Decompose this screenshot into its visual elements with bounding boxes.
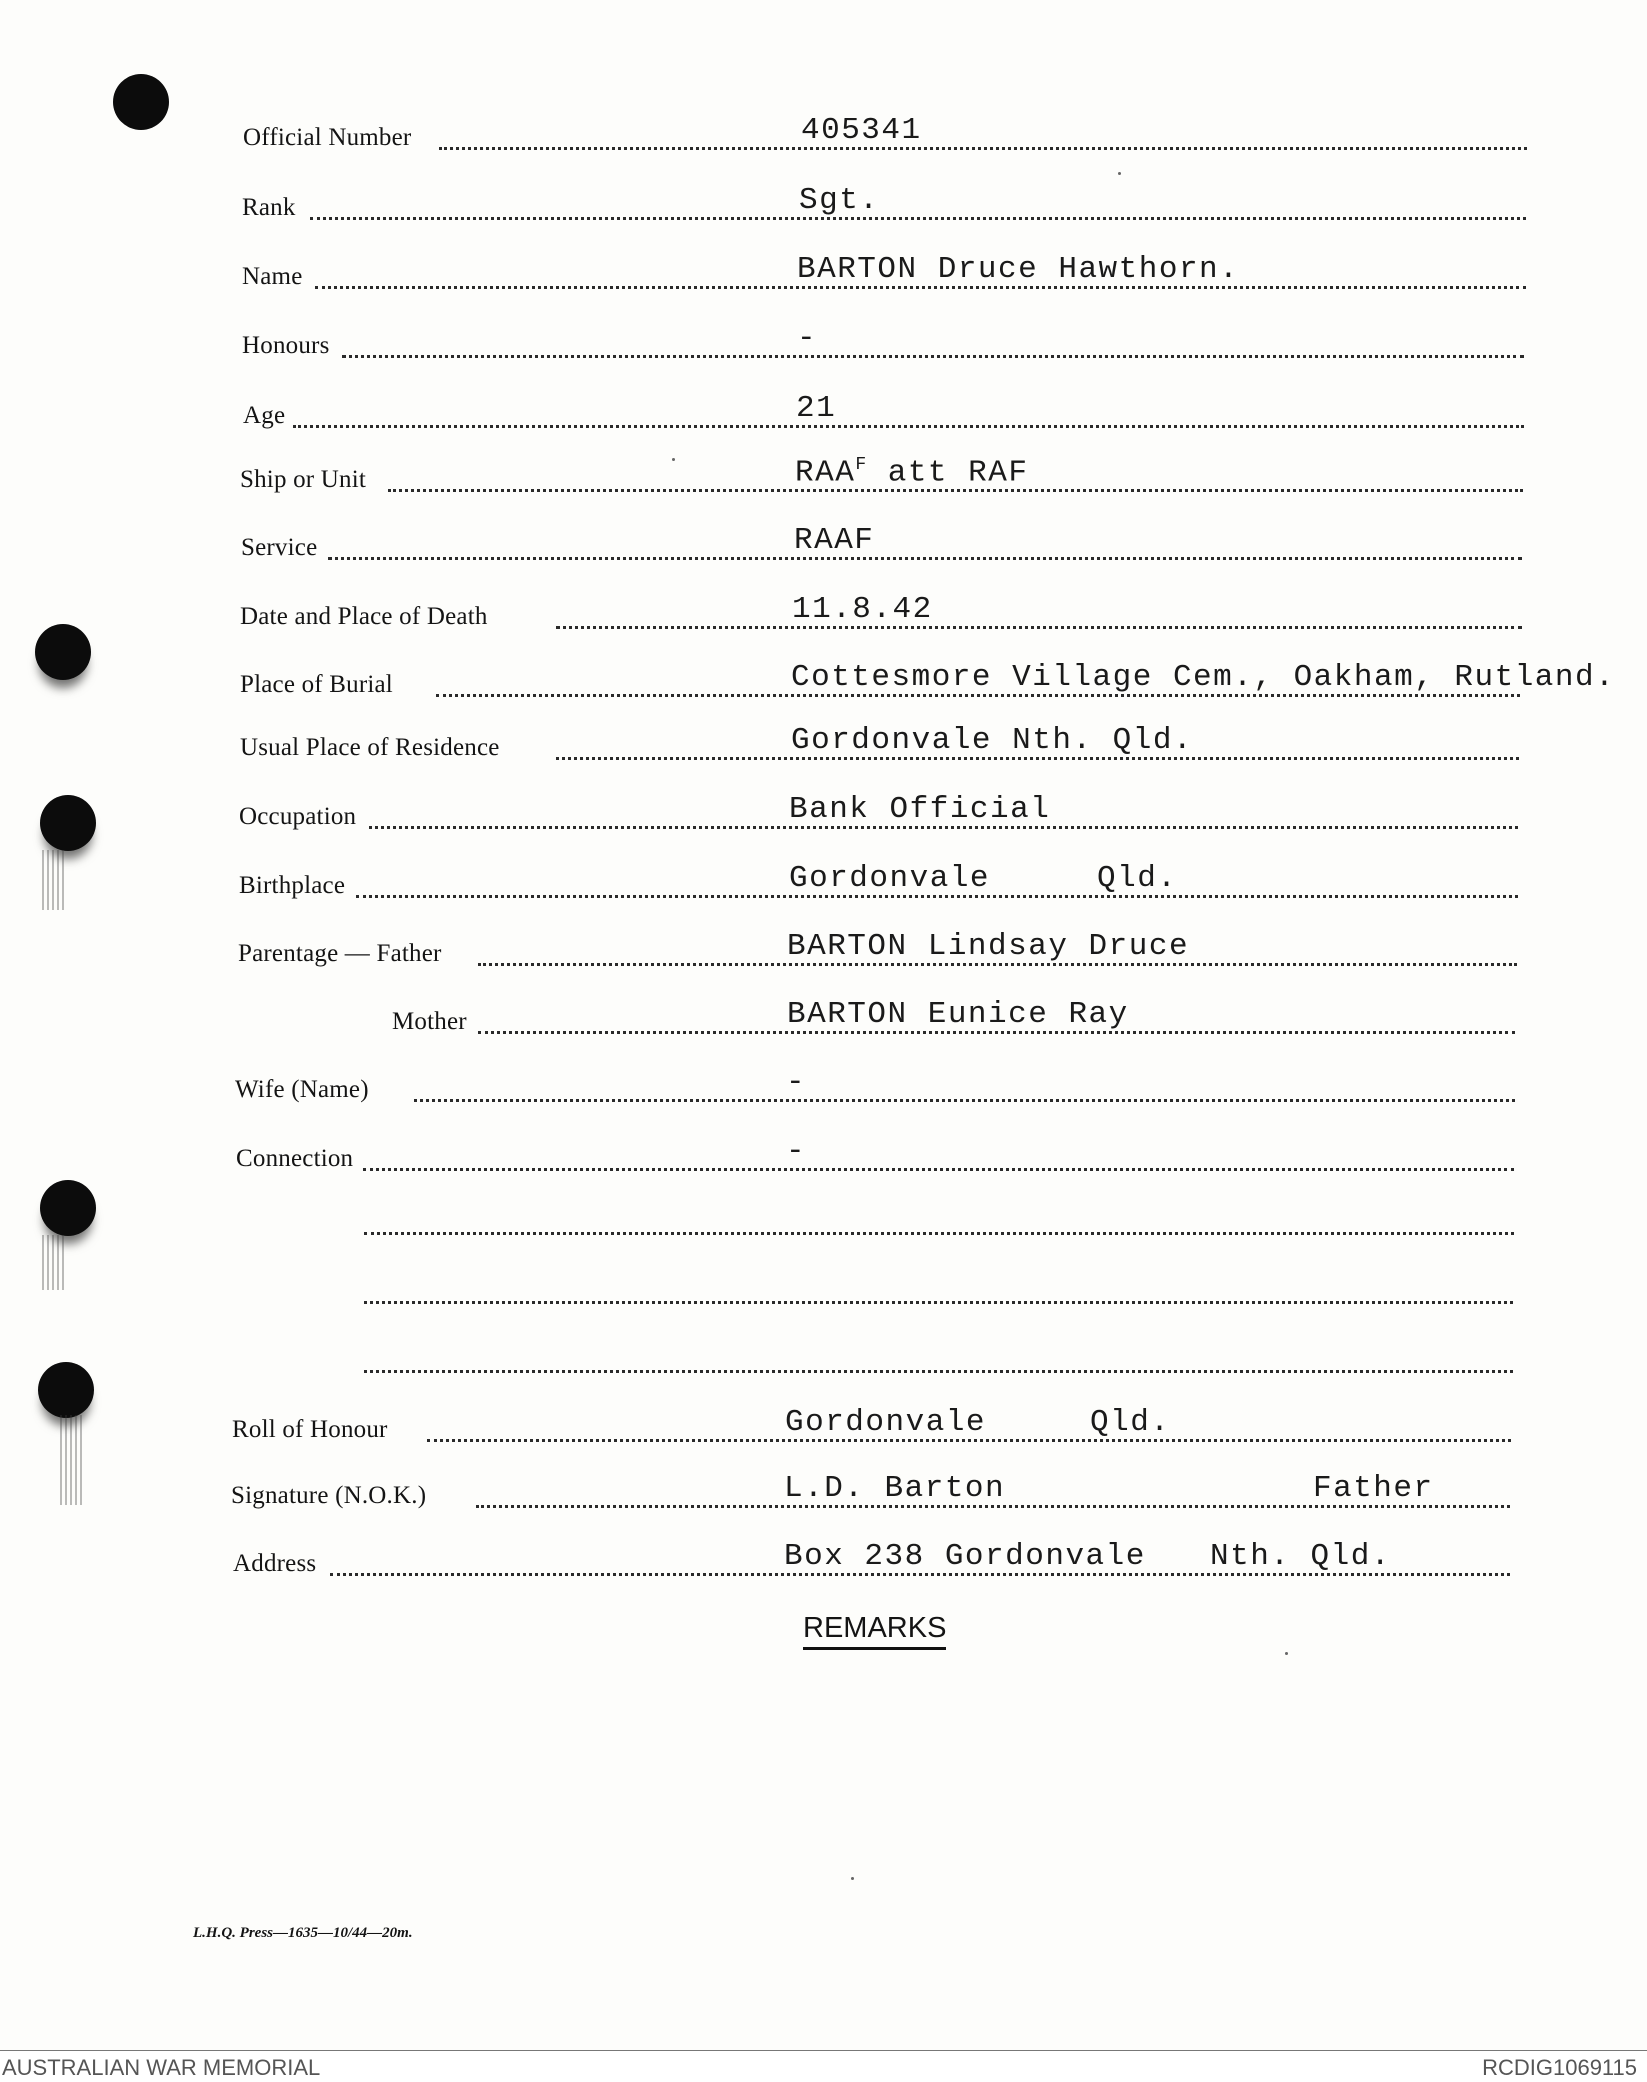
field-label: Name [242,263,303,290]
dotted-line [364,1370,1513,1373]
field-signature [0,1471,1647,1516]
field-value: Cottesmore Village Cem., Oakham, Rutland. [791,660,1616,695]
field-label: Date and Place of Death [240,603,488,630]
field-usual-residence [0,723,1647,768]
field-value: L.D. Barton [784,1471,1006,1506]
field-age [0,391,1647,436]
field-birthplace [0,861,1647,906]
field-value: 405341 [801,113,922,148]
blank-line [0,1203,1647,1243]
field-label: Occupation [239,803,357,830]
blank-line [0,1272,1647,1312]
field-label: Connection [236,1145,354,1172]
dotted-line [363,1168,1514,1171]
footer-record-id: RCDIG1069115 [1482,2055,1637,2080]
field-label: Service [241,534,318,561]
archive-footer [0,2050,1647,2082]
field-value: BARTON Druce Hawthorn. [797,252,1240,287]
field-label: Honours [242,332,330,359]
field-label: Official Number [243,124,412,151]
field-ship-or-unit [0,454,1647,500]
field-value: Gordonvale [785,1405,987,1440]
field-label: Place of Burial [240,671,393,698]
field-value-secondary: Qld. [1090,1405,1171,1440]
footer-institution: AUSTRALIAN WAR MEMORIAL [2,2055,321,2080]
field-place-of-burial [0,660,1647,705]
field-value: Bank Official [789,792,1051,827]
field-honours [0,321,1647,366]
field-value: - [786,1134,807,1169]
field-label: Address [233,1550,317,1577]
field-label: Parentage — Father [238,940,442,967]
field-label: Ship or Unit [240,466,367,493]
dotted-line [439,147,1527,150]
field-address [0,1539,1647,1584]
dotted-line [364,1301,1513,1304]
field-label: Mother [392,1008,467,1035]
field-value: RAAF [794,523,875,558]
field-label: Usual Place of Residence [240,734,500,761]
field-value: - [797,321,818,356]
field-value: Sgt. [799,183,880,218]
field-rank [0,183,1647,228]
field-official-number [0,113,1647,158]
field-label: Age [243,402,286,429]
field-value: $RAA^F$ att RAF [795,454,1029,490]
field-label: Rank [242,194,296,221]
field-connection [0,1134,1647,1179]
field-label: Birthplace [239,872,346,899]
scan-speck [1118,172,1121,175]
scan-speck [1285,1652,1288,1655]
field-value: Gordonvale [789,861,991,896]
field-label: Wife (Name) [235,1076,369,1103]
dotted-line [328,557,1522,560]
field-name [0,252,1647,297]
dotted-line [293,425,1524,428]
dotted-line [364,1232,1514,1235]
field-date-place-of-death [0,592,1647,637]
field-value: BARTON Eunice Ray [787,997,1129,1032]
dotted-line [556,626,1522,629]
dotted-line [414,1099,1515,1102]
field-roll-of-honour [0,1405,1647,1450]
field-mother [0,997,1647,1042]
field-service [0,523,1647,568]
dotted-line [310,217,1526,220]
field-value-secondary: Nth. Qld. [1210,1539,1391,1574]
field-value: Box 238 Gordonvale [784,1539,1146,1574]
field-label: Roll of Honour [232,1416,388,1443]
printer-imprint: L.H.Q. Press—1635—10/44—20m. [193,1925,413,1941]
field-value: - [786,1065,807,1100]
blank-line [0,1341,1647,1381]
field-wife [0,1065,1647,1110]
field-father [0,929,1647,974]
dotted-line [342,355,1524,358]
field-label: Signature (N.O.K.) [231,1482,427,1509]
scan-speck [851,1877,854,1880]
field-value-secondary: Qld. [1097,861,1178,896]
field-value: 11.8.42 [792,592,933,627]
field-occupation [0,792,1647,837]
field-value: 21 [796,391,837,426]
remarks-heading: REMARKS [803,1612,946,1650]
field-value: Gordonvale Nth. Qld. [791,723,1194,758]
field-value-secondary: Father [1313,1471,1434,1506]
field-value: BARTON Lindsay Druce [787,929,1190,964]
